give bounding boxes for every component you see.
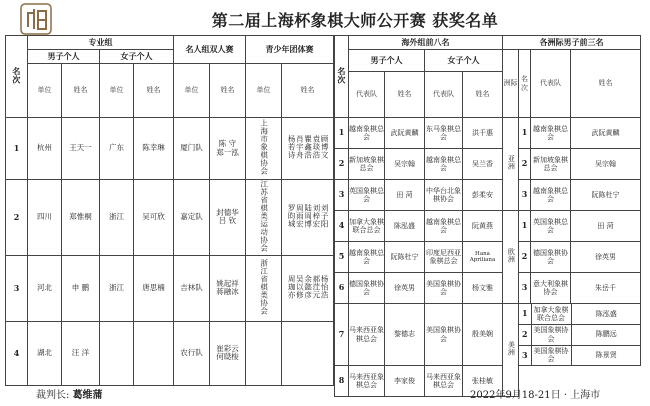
- name-cell: 阮陈杜宁: [571, 180, 641, 211]
- men-team: 新加坡象棋总会: [349, 149, 385, 180]
- continent-col: 洲际: [503, 50, 519, 118]
- men-name: 吴宗翰: [385, 149, 425, 180]
- team-cell: 新加坡象棋总会: [531, 149, 571, 180]
- women-name: 唐思楠: [134, 255, 174, 321]
- name-col: 姓名: [282, 64, 334, 118]
- women-name: 彭柔安: [463, 180, 503, 211]
- overseas-header: 海外组前八名: [349, 36, 503, 50]
- men-unit: 湖北: [28, 321, 62, 385]
- table-row: [6, 180, 334, 256]
- unit-col: 单位: [100, 64, 134, 118]
- women-team: 中华台北象棋协会: [425, 180, 463, 211]
- celebrity-unit: 吉林队: [174, 255, 210, 321]
- youth-names: [282, 321, 334, 385]
- name-cell: 陈泓盛: [571, 304, 641, 324]
- name-cell: 武阮黄麟: [571, 118, 641, 149]
- team-cell: 意大利象棋协会: [531, 273, 571, 304]
- women-team: 印度尼西亚象棋总会: [425, 242, 463, 273]
- women-header: 女子个人: [425, 50, 503, 72]
- rank-cell: 2: [335, 149, 349, 180]
- table-row: [335, 149, 641, 180]
- men-header: 男子个人: [28, 50, 100, 64]
- women-team: 东马象棋总会: [425, 118, 463, 149]
- team-col: 代表队: [531, 50, 571, 118]
- women-name: 吴可欣: [134, 180, 174, 256]
- name-cell: 徐英男: [571, 242, 641, 273]
- men-team: 加拿大象棋联合总会: [349, 211, 385, 242]
- women-name: 杨文雅: [463, 273, 503, 304]
- youth-names: 顾博文 袁琰浩 瞿鑫浩 肖宇舟 杨若诗: [282, 118, 334, 180]
- rank-cell: 3: [335, 180, 349, 211]
- rank-cell: 1: [519, 304, 531, 324]
- referee-line: [36, 386, 103, 401]
- celebrity-names: 姚起祥 蒋融冰: [210, 255, 246, 321]
- women-unit: 浙江: [100, 180, 134, 256]
- women-name: 殷美娴: [463, 304, 503, 366]
- team-cell: 美国象棋协会: [531, 324, 571, 345]
- table-row: [335, 118, 641, 149]
- table-row: [335, 180, 641, 211]
- rank-header: 名次: [6, 36, 28, 118]
- rank-cell: 4: [335, 211, 349, 242]
- women-name: 阮黄燕: [463, 211, 503, 242]
- rank-cell: 8: [335, 366, 349, 397]
- unit-col: 单位: [28, 64, 62, 118]
- rank-col: 名次: [519, 50, 531, 118]
- team-col: 代表队: [425, 72, 463, 118]
- continent-europe: 欧洲: [503, 211, 519, 304]
- date-place: 2022年9月18-21日 · 上海市: [470, 390, 601, 401]
- men-unit: 河北: [28, 255, 62, 321]
- celebrity-unit: 农行队: [174, 321, 210, 385]
- name-col: 姓名: [463, 72, 503, 118]
- rank-cell: 1: [519, 118, 531, 149]
- youth-names: 杨怡浩 郝茳元 余懿彦 吴以修 周珈亦: [282, 255, 334, 321]
- youth-names: 刘子阳 刘梓宏 陆周博 周雨宏 罗昀城: [282, 180, 334, 256]
- women-name: 陈幸琳: [134, 118, 174, 180]
- table-row: [335, 273, 641, 304]
- men-team: 越南象棋总会: [349, 242, 385, 273]
- rank-cell: 2: [519, 242, 531, 273]
- team-col: 代表队: [349, 72, 385, 118]
- celebrity-names: 封德华 吕 钦: [210, 180, 246, 256]
- rank-cell: 5: [335, 242, 349, 273]
- men-unit: 杭州: [28, 118, 62, 180]
- table-row: [6, 321, 334, 385]
- name-cell: 陈鹏远: [571, 324, 641, 345]
- name-cell: 朱岳千: [571, 273, 641, 304]
- rank-cell: 2: [519, 324, 531, 345]
- name-col: 姓名: [210, 64, 246, 118]
- women-header: 女子个人: [100, 50, 174, 64]
- men-name: 王天一: [62, 118, 100, 180]
- team-cell: 美国象棋协会: [531, 345, 571, 365]
- rank-cell: 2: [519, 149, 531, 180]
- team-cell: 越南象棋总会: [531, 180, 571, 211]
- rank-cell: 7: [335, 304, 349, 366]
- women-unit: [100, 321, 134, 385]
- unit-col: 单位: [246, 64, 282, 118]
- referee-name: 葛维蒲: [72, 390, 103, 401]
- youth-unit: 浙江省棋类协会: [246, 255, 282, 321]
- celebrity-header: 名人组双人赛: [174, 36, 246, 64]
- women-team: 马来西亚象棋总会: [425, 366, 463, 397]
- name-col: 姓名: [134, 64, 174, 118]
- name-cell: 吴宗翰: [571, 149, 641, 180]
- rank-cell: 4: [6, 321, 28, 385]
- women-team: 美国象棋协会: [425, 273, 463, 304]
- referee-label: 裁判长:: [36, 390, 70, 401]
- celebrity-unit: 厦门队: [174, 118, 210, 180]
- name-col: 姓名: [571, 50, 641, 118]
- men-team: 马来西亚象棋总会: [349, 366, 385, 397]
- men-name: 田 菏: [385, 180, 425, 211]
- unit-col: 单位: [174, 64, 210, 118]
- rank-cell: 3: [519, 273, 531, 304]
- table-row: [6, 255, 334, 321]
- table-row: [335, 242, 641, 273]
- rank-cell: 2: [6, 180, 28, 256]
- men-name: 汪 洋: [62, 321, 100, 385]
- intercontinental-header: 各洲际男子前三名: [503, 36, 641, 50]
- rank-header: 名次: [335, 36, 349, 118]
- continent-asia: 亚洲: [503, 118, 519, 211]
- men-team: 马来西亚象棋总会: [349, 304, 385, 366]
- rank-cell: 1: [335, 118, 349, 149]
- name-col: 姓名: [62, 64, 100, 118]
- celebrity-unit: 嘉定队: [174, 180, 210, 256]
- women-team: 美国象棋协会: [425, 304, 463, 366]
- table-row: [335, 304, 641, 366]
- women-name: Hana Apriliana: [463, 242, 503, 273]
- men-name: 陈泓盛: [385, 211, 425, 242]
- rank-cell: 1: [6, 118, 28, 180]
- youth-unit: [246, 321, 282, 385]
- rank-cell: 3: [519, 345, 531, 365]
- men-name: 黎德志: [385, 304, 425, 366]
- women-name: 张桂敏: [463, 366, 503, 397]
- men-team: 德国象棋协会: [349, 273, 385, 304]
- youth-unit: 上海市象棋协会: [246, 118, 282, 180]
- team-cell: 英国象棋总会: [531, 211, 571, 242]
- team-cell: 越南象棋总会: [531, 118, 571, 149]
- page-title: 第二届上海杯象棋大师公开赛 获奖名单: [211, 11, 499, 30]
- team-cell: 加拿大象棋联合总会: [531, 304, 571, 324]
- youth-header: 青少年团体赛: [246, 36, 334, 64]
- table-row: [6, 118, 334, 180]
- women-unit: 广东: [100, 118, 134, 180]
- women-name: 吴兰香: [463, 149, 503, 180]
- event-logo: [20, 3, 52, 35]
- women-name: 洪千惠: [463, 118, 503, 149]
- main-results-table: [5, 35, 334, 386]
- men-name: 郑惟桐: [62, 180, 100, 256]
- women-name: [134, 321, 174, 385]
- celebrity-names: 陈 守 郑一泓: [210, 118, 246, 180]
- america-block: [519, 304, 641, 366]
- team-cell: 德国象棋协会: [531, 242, 571, 273]
- men-name: 申 鹏: [62, 255, 100, 321]
- men-team: 英国象棋总会: [349, 180, 385, 211]
- rank-cell: 3: [519, 180, 531, 211]
- overseas-results-table: [334, 35, 641, 397]
- name-cell: 田 菏: [571, 211, 641, 242]
- celebrity-names: 崔彩云 何瓞梭: [210, 321, 246, 385]
- rank-cell: 6: [335, 273, 349, 304]
- men-name: 武阮黄麟: [385, 118, 425, 149]
- pro-group-header: 专业组: [28, 36, 174, 50]
- table-row: [335, 211, 641, 242]
- men-team: 越南象棋总会: [349, 118, 385, 149]
- youth-unit: 江苏省棋类运动协会: [246, 180, 282, 256]
- women-team: 越南象棋总会: [425, 149, 463, 180]
- men-name: 李家俊: [385, 366, 425, 397]
- men-name: 徐英男: [385, 273, 425, 304]
- women-team: 越南象棋总会: [425, 211, 463, 242]
- rank-cell: 1: [519, 211, 531, 242]
- name-cell: 陈景贤: [571, 345, 641, 365]
- continent-america: 美洲: [503, 304, 519, 397]
- rank-cell: 3: [6, 255, 28, 321]
- men-unit: 四川: [28, 180, 62, 256]
- name-col: 姓名: [385, 72, 425, 118]
- men-header: 男子个人: [349, 50, 425, 72]
- men-name: 阮陈杜宁: [385, 242, 425, 273]
- women-unit: 浙江: [100, 255, 134, 321]
